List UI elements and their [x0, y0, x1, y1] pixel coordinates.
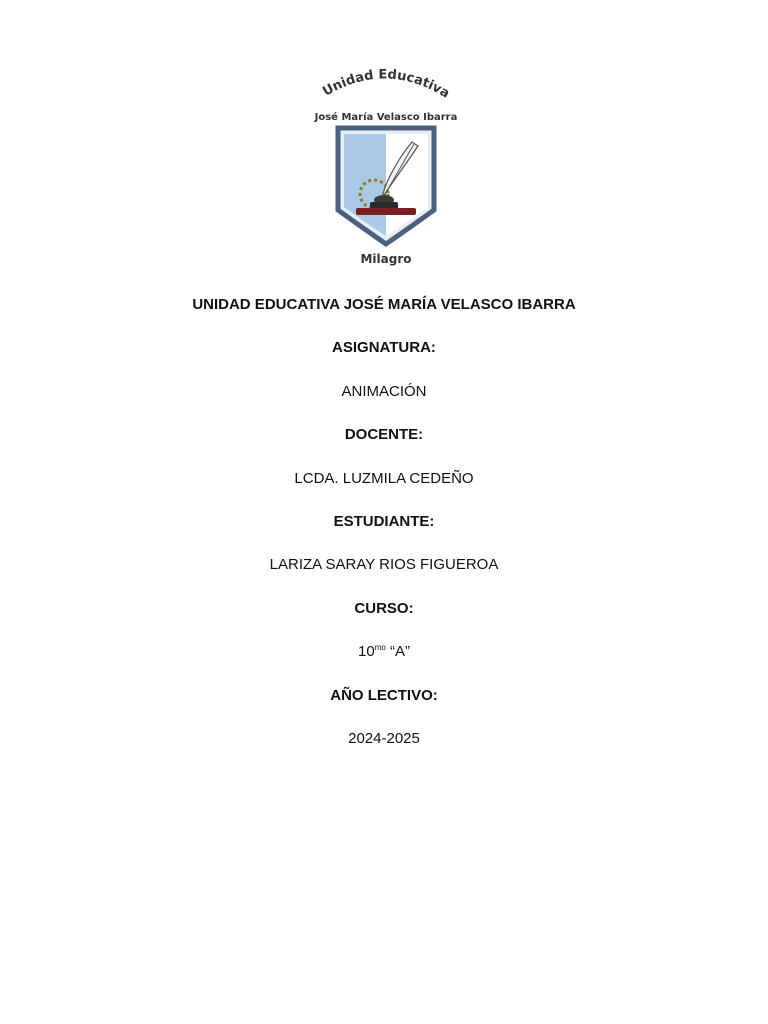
course-section: “A”: [385, 643, 410, 661]
school-logo: [304, 64, 468, 274]
course-suffix: mo: [374, 643, 386, 653]
logo-arc-text: Unidad Educativa: [320, 67, 453, 102]
year-label: AÑO LECTIVO:: [330, 686, 438, 704]
institution-title: UNIDAD EDUCATIVA JOSÉ MARÍA VELASCO IBARRA: [192, 296, 576, 313]
teacher-value: LCDA. LUZMILA CEDEÑO: [294, 469, 474, 487]
subject-value: ANIMACIÓN: [341, 382, 427, 400]
year-value: 2024-2025: [348, 729, 420, 747]
course-number: 10: [358, 643, 375, 661]
school-crest-icon: [304, 64, 468, 274]
shield-icon: [338, 128, 434, 244]
cover-text: [0, 294, 768, 771]
svg-text:Unidad Educativa: [320, 67, 452, 101]
course-value: [0, 641, 768, 663]
student-value: LARIZA SARAY RIOS FIGUEROA: [269, 556, 499, 574]
course-label: CURSO:: [354, 599, 414, 617]
logo-name-text: José María Velasco Ibarra: [314, 112, 458, 123]
student-label: ESTUDIANTE:: [333, 512, 435, 530]
subject-label: ASIGNATURA:: [332, 339, 436, 357]
teacher-label: DOCENTE:: [344, 426, 424, 444]
logo-city-text: Milagro: [360, 252, 412, 266]
